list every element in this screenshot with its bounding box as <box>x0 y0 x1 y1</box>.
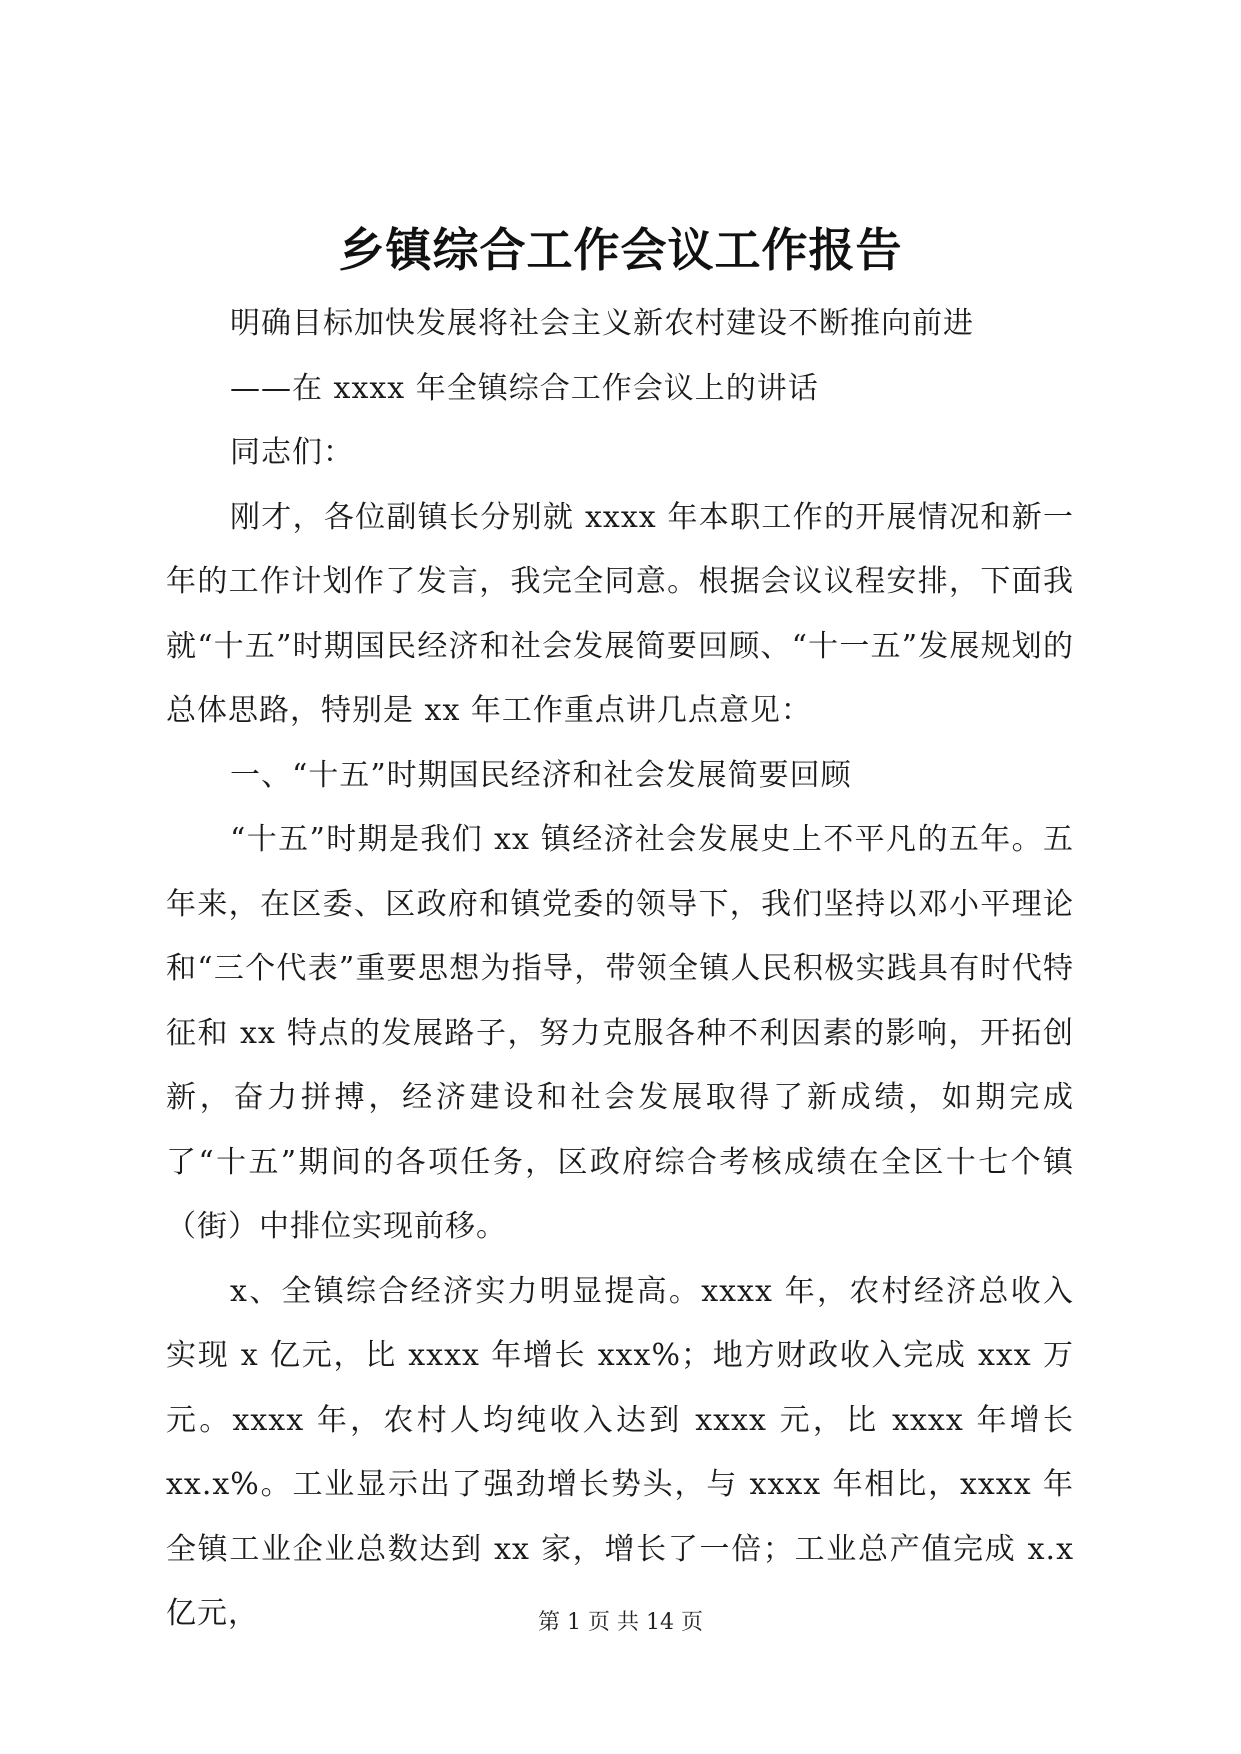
paragraph-review: “十五”时期是我们 xx 镇经济社会发展史上不平凡的五年。五年来，在区委、区政府和镇党委的领导下，我们坚持以邓小平理论和“三个代表”重要思想为指导，带领全镇人民积极实践具有时代特征和 xx 特点的发展路子，努力克服各种不利因素的影响，开拓创新，奋力拼搏，经济建设和社会发展取得了新成绩，如期完成了“十五”期间的各项任务，区政府综合考核成绩在全区十七个镇（街）中排位实现前移。 <box>166 822 1074 1244</box>
document-body <box>166 292 1074 1647</box>
document-subtitle: 明确目标加快发展将社会主义新农村建设不断推向前进 <box>230 306 974 341</box>
section-heading-1: 一、“十五”时期国民经济和社会发展简要回顾 <box>230 757 852 793</box>
speech-note: ——在 xxxx 年全镇综合工作会议上的讲话 <box>230 370 819 406</box>
paragraph-economy: x、全镇综合经济实力明显提高。xxxx 年，农村经济总收入实现 x 亿元，比 xxxx 年增长 xxx%；地方财政收入完成 xxx 万元。xxxx 年，农村人均纯收入达到 xxxx 元，比 xxxx 年增长 xx.x%。工业显示出了强劲增长势头，与 xxxx 年相比，xxxx 年全镇工业企业总数达到 xx 家，增长了一倍；工业总产值完成 x.x 亿元， <box>166 1273 1074 1631</box>
paragraph-opening: 刚才，各位副镇长分别就 xxxx 年本职工作的开展情况和新一年的工作计划作了发言，我完全同意。根据会议议程安排，下面我就“十五”时期国民经济和社会发展简要回顾、“十一五”发展规划的总体思路，特别是 xx 年工作重点讲几点意见： <box>166 499 1074 728</box>
salutation: 同志们： <box>230 435 354 470</box>
document-title: 乡镇综合工作会议工作报告 <box>338 223 903 277</box>
page-number: 第 1 页 共 14 页 <box>538 1610 703 1635</box>
